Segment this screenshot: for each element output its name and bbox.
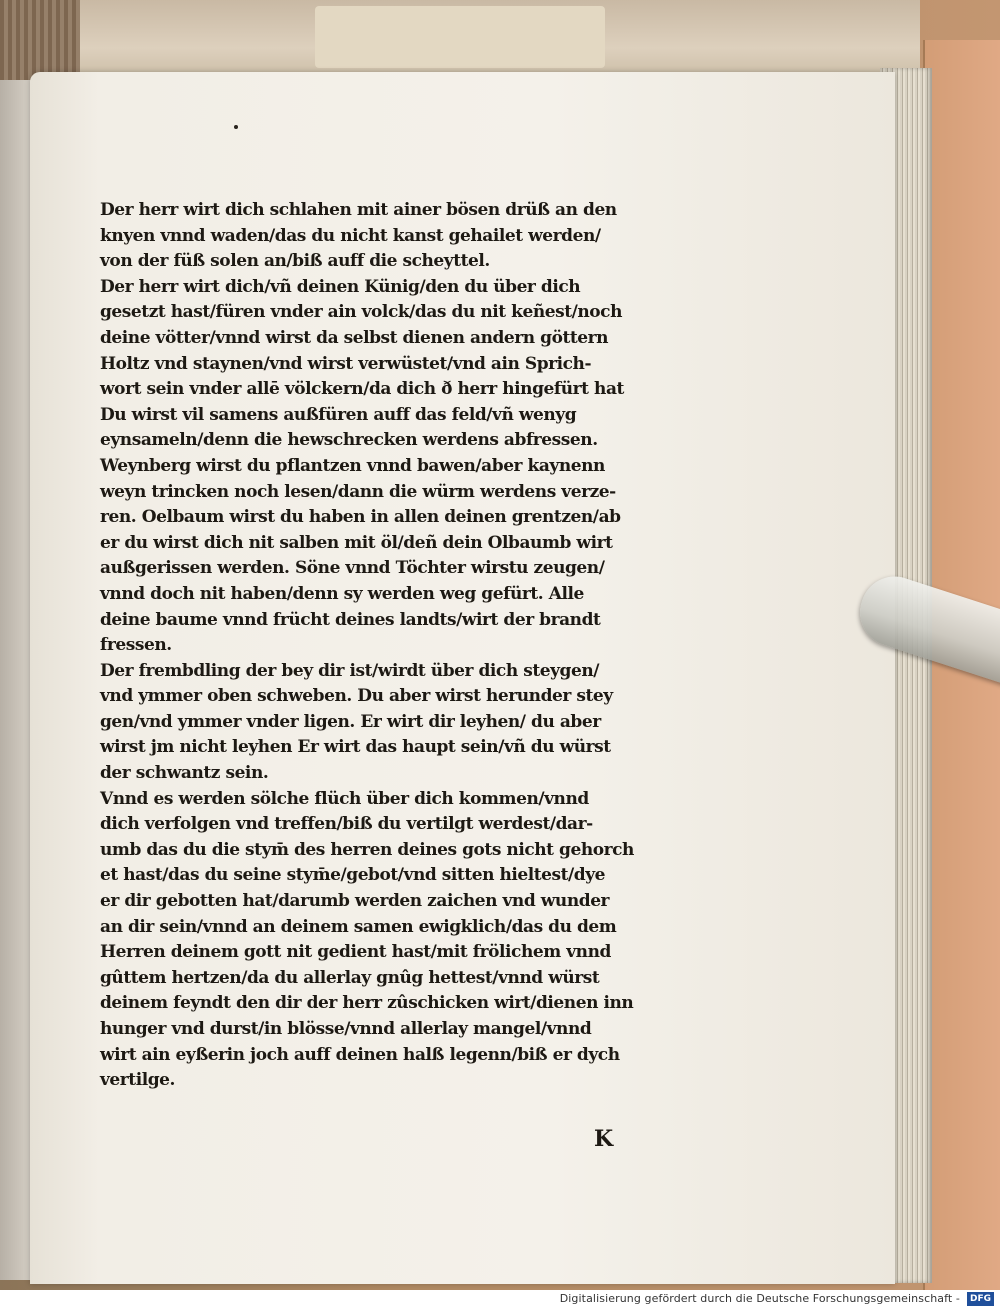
text-line: eynsameln/denn die hewschrecken werdens abfressen. — [100, 430, 598, 451]
text-line: vnnd doch nit haben/denn sy werden weg gefürt. Alle — [100, 583, 584, 604]
text-line: weyn trincken noch lesen/dann die würm werdens verze- — [100, 481, 616, 502]
text-line: außgerissen werden. Söne vnnd Töchter wirstu zeugen/ — [100, 558, 605, 579]
text-line: gesetzt hast/füren vnder ain volck/das du nit keñest/noch — [100, 302, 622, 323]
text-line: fressen. — [100, 635, 172, 656]
text-line: ren. Oelbaum wirst du haben in allen deinen grentzen/ab — [100, 507, 621, 528]
page-text — [100, 198, 700, 1094]
text-line: deine baume vnnd frücht deines landts/wirt der brandt — [100, 609, 601, 630]
text-line: Der herr wirt dich/vñ deinen Künig/den du über dich — [100, 276, 581, 297]
dfg-logo: DFG — [967, 1292, 994, 1306]
text-line: wort sein vnder allē völckern/da dich ð herr hingefürt hat — [100, 379, 624, 400]
text-line: gen/vnd ymmer vnder ligen. Er wirt dir leyhen/ du aber — [100, 711, 601, 732]
text-line: knyen vnnd waden/das du nicht kanst gehailet werden/ — [100, 225, 601, 246]
left-page-edge — [0, 80, 34, 1280]
text-line: hunger vnd durst/in blösse/vnnd allerlay mangel/vnnd — [100, 1019, 592, 1039]
text-line: Herren deinem gott nit gedient hast/mit frölichem vnnd — [100, 942, 611, 963]
text-line: Der herr wirt dich schlahen mit ainer bösen drüß an den — [100, 200, 617, 220]
footer-bar — [0, 1290, 1000, 1309]
signature-mark: K — [594, 1126, 614, 1152]
text-line: wirst jm nicht leyhen Er wirt das haupt sein/vñ du würst — [100, 737, 611, 758]
text-line: deine vötter/vnnd wirst da selbst dienen andern göttern — [100, 327, 609, 348]
paper-patch — [315, 6, 605, 68]
text-line: umb das du die stym̄ des herren deines gots nicht gehorch — [100, 839, 634, 860]
text-line: vnd ymmer oben schweben. Du aber wirst herunder stey — [100, 686, 613, 707]
text-line: wirt ain eyßerin joch auff deinen halß legenn/biß er dych — [100, 1044, 620, 1065]
ink-dot — [234, 125, 238, 129]
footer-credit: Digitalisierung gefördert durch die Deutsche Forschungsgemeinschaft - — [559, 1292, 960, 1305]
text-line: Holtz vnd staynen/vnd wirst verwüstet/vnd ain Sprich- — [100, 353, 592, 374]
text-line: an dir sein/vnnd an deinem samen ewigklich/das du dem — [100, 916, 617, 937]
text-line: er du wirst dich nit salben mit öl/deñ dein Olbaumb wirt — [100, 532, 613, 553]
text-line: der schwantz sein. — [100, 763, 269, 784]
text-line: Der frembdling der bey dir ist/wirdt über dich steygen/ — [100, 660, 600, 681]
text-line: dich verfolgen vnd treffen/biß du vertilgt werdest/dar- — [100, 814, 593, 835]
text-line: von der füß solen an/biß auff die scheyttel. — [100, 251, 490, 272]
text-line: er dir gebotten hat/darumb werden zaichen vnd wunder — [100, 891, 610, 912]
text-line: gûttem hertzen/da du allerlay gnûg hettest/vnnd würst — [100, 967, 600, 988]
text-line: et hast/das du seine stym̄e/gebot/vnd sitten hieltest/dye — [100, 865, 606, 886]
text-line: Vnnd es werden sölche flüch über dich kommen/vnnd — [100, 788, 589, 809]
text-line: deinem feyndt den dir der herr zûschicken wirt/dienen inn — [100, 993, 634, 1014]
text-line: Du wirst vil samens außfüren auff das feld/vñ wenyg — [100, 404, 577, 425]
text-line: Weynberg wirst du pflantzen vnnd bawen/aber kaynenn — [100, 455, 605, 476]
text-line: vertilge. — [100, 1070, 175, 1091]
